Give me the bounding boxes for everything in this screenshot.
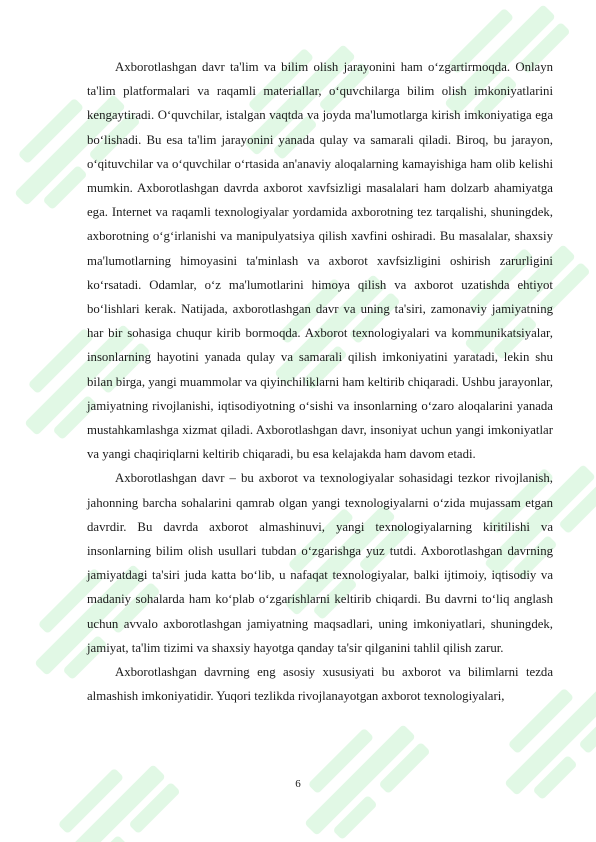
watermark-mark xyxy=(36,746,180,842)
page-number: 6 xyxy=(295,778,301,790)
watermark-mark xyxy=(286,706,430,842)
paragraph-2: Axborotlashgan davr – bu axborot va texnologiyalar sohasidagi tezkor rivojlanish, jahonning barcha sohalarini qamrab olgan yangi texnologiyalarni o‘zida mujassam etgan davrdir. Bu davrda axborot almashinuvi, yangi texnologiyalarning kiritilishi va insonlarning bilim olish usullari tubdan o‘zgarishga yuz tutdi. Axborotlashgan davrning jamiyatdagi ta'siri juda katta bo‘lib, u nafaqat texnologiyalar, balki ijtimoiy, iqtisodiy va madaniy sohalarda ham ko‘plab o‘zgarishlarni keltirib chiqardi. Bu davrni to‘liq anglash uchun avvalo axborotlashgan jamiyatning maqsadlari, uning imkoniyatlari, shuningdek, jamiyat, ta'lim tizimi va shaxsiy hayotga qanday ta'sir qilganini tahlil qilish zarur. xyxy=(87,471,553,655)
paragraph-3: Axborotlashgan davrning eng asosiy xususiyati bu axborot va bilimlarni tezda almashish imkoniyatidir. Yuqori tezlikda rivojlanayotgan axborot texnologiyalari, xyxy=(87,665,553,704)
body-text xyxy=(87,55,553,708)
paragraph-1: Axborotlashgan davr ta'lim va bilim olish jarayonini ham o‘zgartirmoqda. Onlayn ta'lim platformalari va raqamli materiallar, o‘quvchilarga bilim olish imkoniyatlarini kengaytiradi. O‘quvchilar, istalgan vaqtda va joyda ma'lumotlarga kirish imkoniyatiga ega bo‘lishadi. Bu esa ta'lim jarayonini yanada qulay va samarali qiladi. Biroq, bu jarayon, o‘qituvchilar va o‘quvchilar o‘rtasida an'anaviy aloqalarning kamayishiga ham olib kelishi mumkin. Axborotlashgan davrda axborot xavfsizligi masalalari ham dolzarb ahamiyatga ega. Internet va raqamli texnologiyalar yordamida axborotning tez tarqalishi, shuningdek, axborotning o‘g‘irlanishi va manipulyatsiya qilish xavfini oshiradi. Bu masalalar, shaxsiy ma'lumotlarning himoyasini ta'minlash va axborot xavfsizligini oshirish zarurligini ko‘rsatadi. Odamlar, o‘z ma'lumotlarini himoya qilish va axborot uzatishda ehtiyot bo‘lishlari kerak. Natijada, axborotlashgan davr va uning ta'siri, zamonaviy jamiyatning har bir sohasiga chuqur kirib bormoqda. Axborot texnologiyalari va kommunikatsiyalar, insonlarning hayotini yanada qulay va samarali qilish imkoniyatini yaratadi, lekin shu bilan birga, yangi muammolar va qiyinchiliklarni ham keltirib chiqaradi. Ushbu jarayonlar, jamiyatning rivojlanishi, iqtisodiyotning o‘sishi va insonlarning o‘zaro aloqalarini yanada mustahkamlashga xizmat qiladi. Axborotlashgan davr, insoniyat uchun yangi imkoniyatlar va yangi chaqiriqlarni keltirib chiqaradi, bu esa kelajakda ham davom etadi. xyxy=(87,60,553,462)
